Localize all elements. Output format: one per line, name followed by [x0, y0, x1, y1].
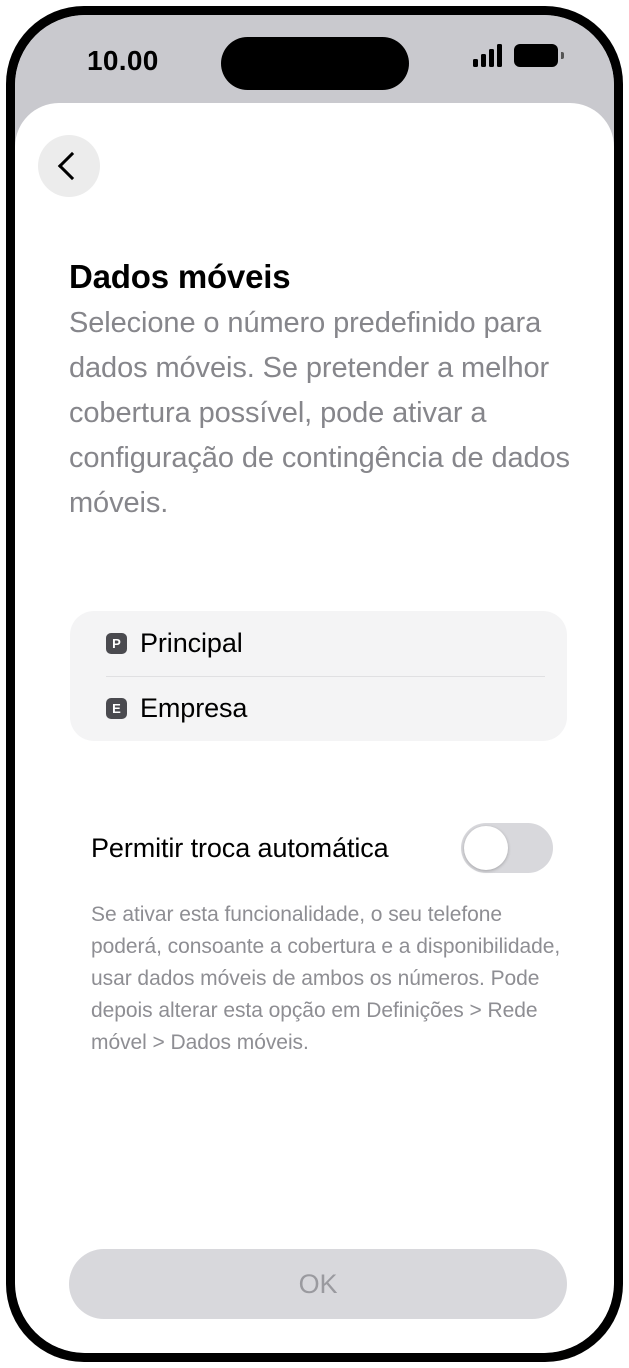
auto-switch-row — [91, 818, 553, 878]
ok-button[interactable]: OK — [69, 1249, 567, 1319]
status-bar — [15, 15, 614, 103]
list-item-principal[interactable] — [70, 611, 567, 676]
battery-icon — [514, 44, 558, 67]
status-indicators — [473, 43, 558, 67]
phone-frame — [6, 6, 623, 1362]
list-item-label: Empresa — [140, 693, 248, 723]
list-item-empresa[interactable] — [70, 676, 567, 741]
auto-switch-toggle[interactable] — [461, 823, 553, 873]
content-sheet — [15, 103, 614, 1353]
sim-badge-icon: P — [106, 633, 127, 654]
auto-switch-label: Permitir troca automática — [91, 832, 389, 863]
phone-screen — [15, 15, 614, 1353]
status-time: 10.00 — [87, 45, 159, 76]
sim-badge-icon: E — [106, 698, 127, 719]
cellular-signal-icon — [473, 43, 502, 67]
sim-option-list — [70, 611, 567, 741]
page-description: Selecione o número predefinido para dados móveis. Se pretender a melhor cobertura possível, pode ativar a configuração de contingência de dados móveis. — [69, 307, 570, 519]
footnote-text: Se ativar esta funcionalidade, o seu telefone poderá, consoante a cobertura e a disponibilidade, usar dados móveis de ambos os números. Pode depois alterar esta opção em Definições > Rede móvel > Dados móveis. — [91, 903, 561, 1054]
toggle-knob — [464, 826, 508, 870]
back-button[interactable] — [38, 135, 100, 197]
chevron-left-icon — [58, 152, 86, 180]
list-item-label: Principal — [140, 628, 243, 658]
page-title: Dados móveis — [69, 258, 291, 295]
dynamic-island — [221, 37, 409, 90]
